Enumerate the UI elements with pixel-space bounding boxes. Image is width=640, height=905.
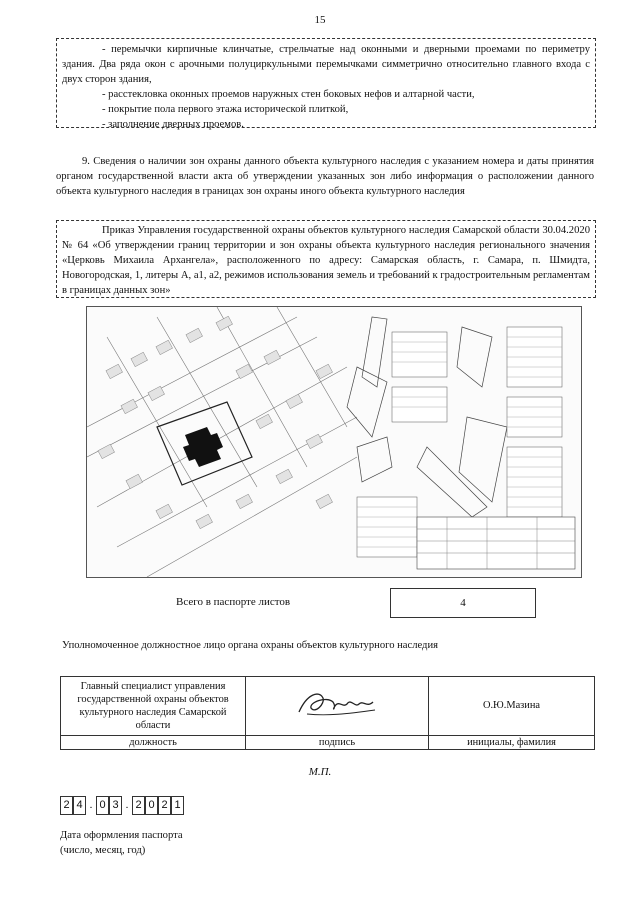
official-position: Главный специалист управления государственной охраны объектов культурного наследия Самарской области: [61, 677, 246, 736]
sheets-count-label: Всего в паспорте листов: [176, 596, 291, 608]
protection-order-text: Приказ Управления государственной охраны объектов культурного наследия Самарской области 30.04.2020 № 64 «Об утверждении границ территории и зон охраны объекта культурного наследия регионального значения «Церковь Михаила Архангела», расположенного по адресу: Самарская область, г. Самара, п. Шмидта, Новогородская, 1, литеры А, а1, а2, режимов использования земель и требований к градостроительным регламентам в границах данных зон»: [62, 225, 590, 296]
page-number: 15: [314, 14, 326, 26]
protection-zone-map: [86, 306, 582, 578]
protection-zone-map-drawing: [87, 307, 581, 577]
signature-column-label: подпись: [246, 735, 429, 749]
date-day-digit-2: 4: [73, 796, 86, 815]
protection-order-box: [56, 220, 596, 298]
date-month-digit-2: 3: [109, 796, 122, 815]
sheets-count-value: 4: [390, 588, 536, 618]
signature-cell: [246, 677, 429, 736]
signature-table: [60, 676, 595, 750]
issue-date-cells: [60, 794, 184, 816]
date-separator: .: [125, 799, 129, 811]
date-year-digit-3: 2: [158, 796, 171, 815]
authorized-official-heading: Уполномоченное должностное лицо органа охраны объектов культурного наследия: [62, 640, 438, 651]
feature-glazing: - расстекловка оконных проемов наружных стен боковых нефов и алтарной части,: [102, 89, 475, 100]
handwritten-signature: [277, 684, 397, 724]
date-year-digit-1: 2: [132, 796, 145, 815]
date-day-digit-1: 2: [60, 796, 73, 815]
stamp-placeholder: М.П.: [308, 766, 332, 778]
position-column-label: должность: [61, 735, 246, 749]
date-year-digit-2: 0: [145, 796, 158, 815]
architectural-features-box: [56, 38, 596, 128]
feature-floor: - покрытие пола первого этажа исторической плиткой,: [102, 104, 349, 115]
section-9-heading: 9. Сведения о наличии зон охраны данного объекта культурного наследия с указанием номера и даты принятия органом государственной власти акта об утверждении указанных зон либо информация о расположении данного объекта культурного наследия в границах зон охраны иного объекта культурного наследия: [56, 156, 594, 197]
feature-doors: - заполнение дверных проемов.: [102, 119, 244, 130]
date-separator: .: [89, 799, 93, 811]
issue-date-caption-line-2: (число, месяц, год): [60, 845, 146, 856]
date-month-digit-1: 0: [96, 796, 109, 815]
feature-lintels: - перемычки кирпичные клинчатые, стрельчатые над оконными и дверными проемами по периметру здания. Два ряда окон с арочными полуциркульными перемычками симметрично относительно главного входа с двух сторон здания,: [62, 44, 590, 85]
date-year-digit-4: 1: [171, 796, 184, 815]
name-column-label: инициалы, фамилия: [429, 735, 595, 749]
issue-date-caption-line-1: Дата оформления паспорта: [60, 830, 183, 841]
issue-date-caption: [60, 828, 183, 858]
official-name: О.Ю.Мазина: [429, 677, 595, 736]
